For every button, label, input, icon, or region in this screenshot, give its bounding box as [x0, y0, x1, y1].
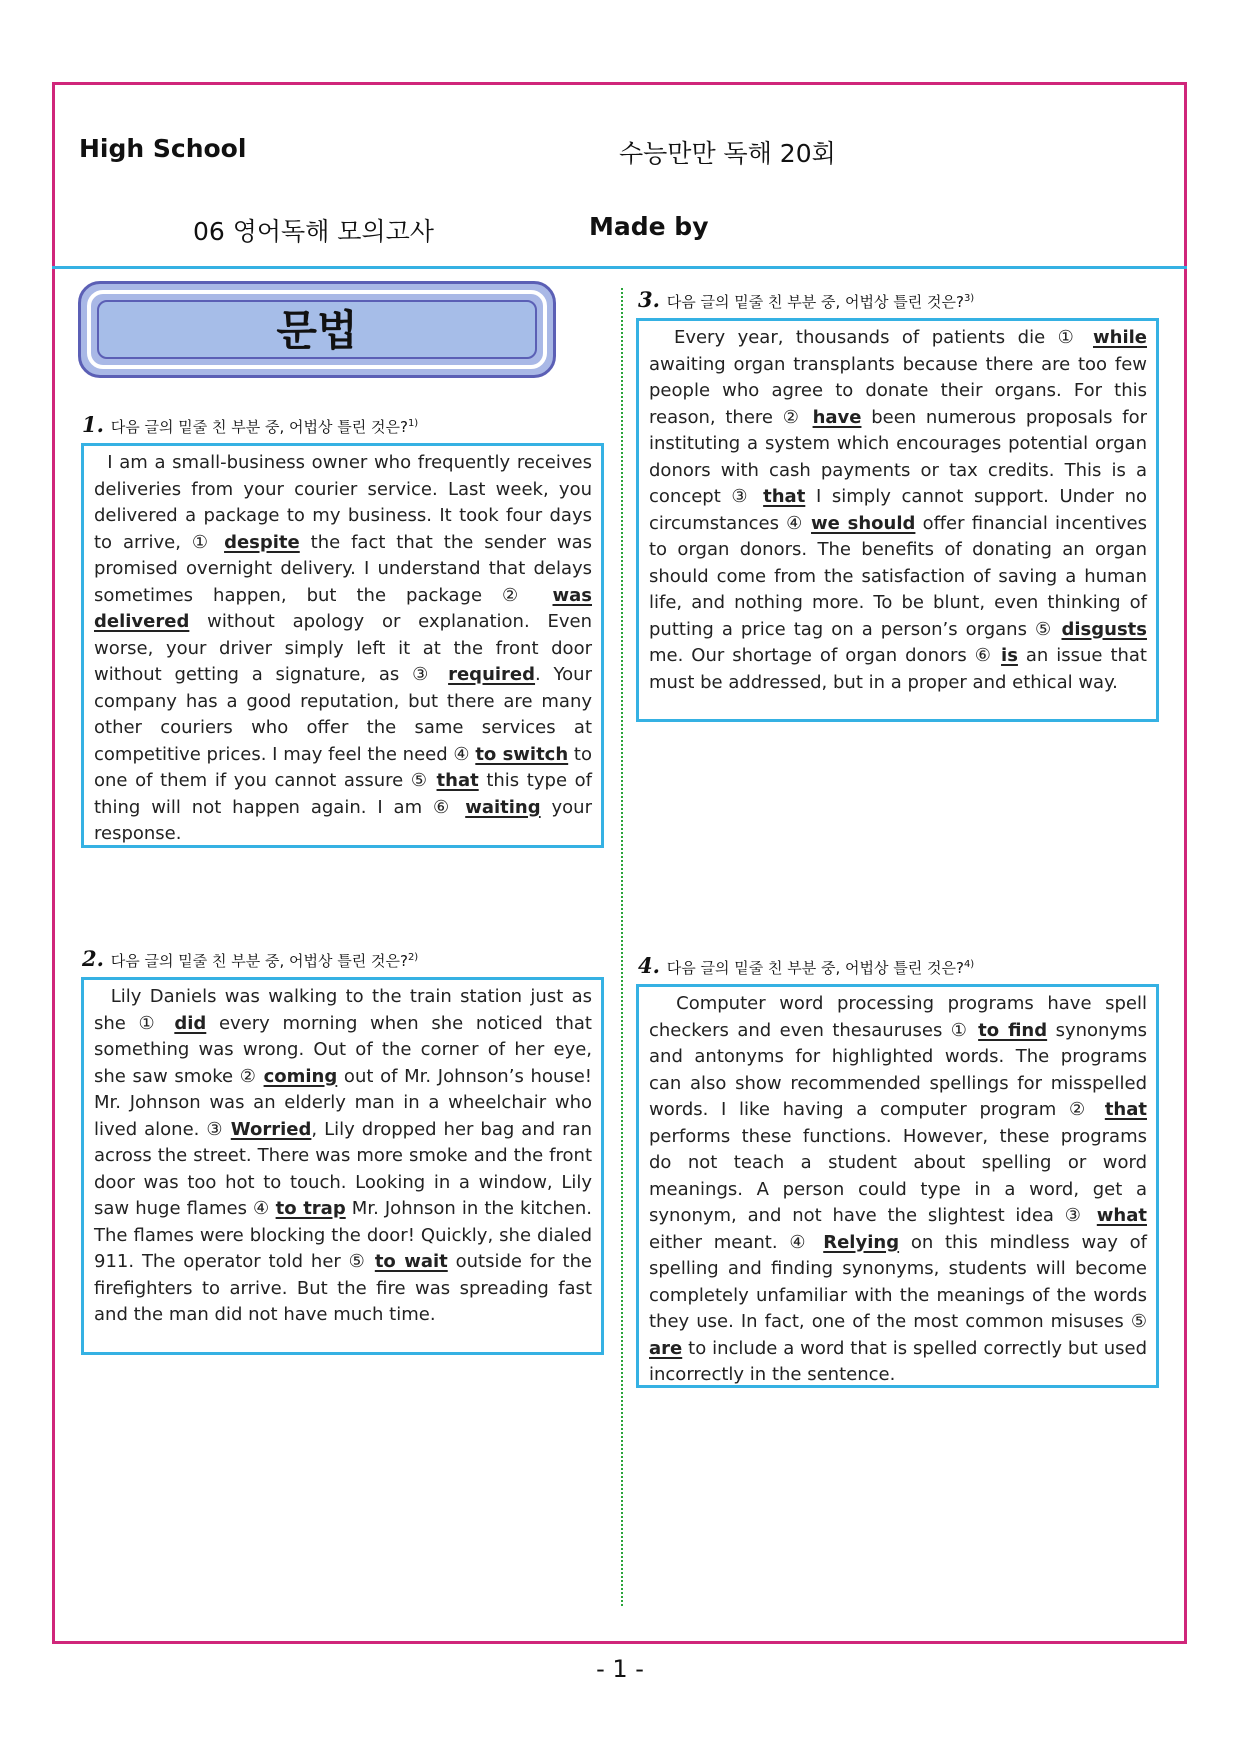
footnote-mark: 3)	[963, 293, 975, 304]
underlined-choice-5: that	[436, 770, 479, 791]
underlined-choice-4: Relying	[823, 1231, 900, 1253]
question-number: 2.	[82, 946, 104, 971]
series-label: 수능만만 독해 20회	[619, 139, 836, 168]
underlined-choice-3: what	[1096, 1205, 1147, 1226]
question-text: 다음 글의 밑줄 친 부분 중, 어법상 틀린 것은?	[110, 418, 408, 436]
question-1-passage: I am a small-business owner who frequently receives deliveries from your courier service. Last week, you delivered a package to my business. It took four days to arrive, ① despite the fact that the sender was promised overnight delivery. I understand that delays sometimes happen, but the package ② was delivered without apology or explanation. Even worse, your driver simply left it at the front door without getting a signature, as ③ required. Your company has a good reputation, but there are many other couriers who offer the same services at competitive prices. I may feel the need ④ to switch to one of them if you cannot assure ⑤ that this type of thing will not happen again. I am ⑥ waiting your response.	[81, 443, 604, 848]
underlined-choice-3: Worried	[230, 1118, 312, 1140]
underlined-choice-5: disgusts	[1061, 618, 1147, 640]
made-by-label: Made by	[589, 212, 709, 241]
exam-title: 06 영어독해 모의고사	[193, 217, 434, 246]
underlined-choice-1: did	[174, 1012, 207, 1034]
footnote-mark: 4)	[963, 959, 975, 970]
footnote-mark: 1)	[407, 418, 419, 429]
question-3-prompt	[638, 287, 974, 312]
column-divider	[621, 288, 623, 1606]
section-badge	[78, 281, 556, 378]
underlined-choice-4: to switch	[475, 743, 569, 765]
question-4-prompt	[638, 953, 974, 978]
question-1-prompt	[82, 412, 418, 437]
underlined-choice-6: is	[1001, 645, 1018, 666]
underlined-choice-1: to find	[978, 1019, 1048, 1041]
page-number: - 1 -	[596, 1655, 644, 1683]
question-2-passage: Lily Daniels was walking to the train station just as she ① did every morning when she noticed that something was wrong. Out of the corner of her eye, she saw smoke ② coming out of Mr. Johnson’s house! Mr. Johnson was an elderly man in a wheelchair who lived alone. ③ Worried, Lily dropped her bag and ran across the street. There was more smoke and the front door was too hot to touch. Looking in a window, Lily saw huge flames ④ to trap Mr. Johnson in the kitchen. The flames were blocking the door! Quickly, she dialed 911. The operator told her ⑤ to wait outside for the firefighters to arrive. But the fire was spreading fast and the man did not have much time.	[81, 977, 604, 1355]
underlined-choice-2: coming	[263, 1065, 338, 1087]
underlined-choice-1: despite	[224, 531, 300, 553]
school-label: High School	[79, 134, 247, 163]
question-number: 1.	[82, 412, 104, 437]
question-text: 다음 글의 밑줄 친 부분 중, 어법상 틀린 것은?	[666, 293, 964, 311]
question-2-prompt	[82, 946, 418, 971]
header-divider	[52, 266, 1187, 269]
underlined-choice-5: are	[649, 1337, 683, 1359]
section-title: 문법	[276, 306, 358, 355]
underlined-choice-4: we should	[811, 512, 916, 534]
question-4-passage: Computer word processing programs have spell checkers and even thesauruses ① to find synonyms and antonyms for highlighted words. The programs can also show recommended spellings for misspelled words. I like having a computer program ② that performs these functions. However, these programs do not teach a student about spelling or word meanings. A person could type in a word, get a synonym, and not have the slightest idea ③ what either meant. ④ Relying on this mindless way of spelling and finding synonyms, students will become completely unfamiliar with the meanings of the words they use. In fact, one of the most common misuses ⑤ are to include a word that is spelled correctly but used incorrectly in the sentence.	[636, 984, 1159, 1388]
question-text: 다음 글의 밑줄 친 부분 중, 어법상 틀린 것은?	[666, 959, 964, 977]
question-3-passage: Every year, thousands of patients die ① while awaiting organ transplants because there are too few people who agree to donate their organs. For this reason, there ② have been numerous proposals for instituting a system which encourages potential organ donors with cash payments or tax credits. This is a concept ③ that I simply cannot support. Under no circumstances ④ we should offer financial incentives to organ donors. The benefits of donating an organ should come from the satisfaction of saving a human life, and nothing more. To be blunt, even thinking of putting a price tag on a person’s organs ⑤ disgusts me. Our shortage of organ donors ⑥ is an issue that must be addressed, but in a proper and ethical way.	[636, 318, 1159, 722]
question-number: 3.	[638, 287, 660, 312]
underlined-choice-2: was delivered	[94, 584, 592, 632]
underlined-choice-3: that	[763, 486, 806, 507]
underlined-choice-5: to wait	[374, 1251, 448, 1272]
question-number: 4.	[638, 953, 660, 978]
underlined-choice-4: to trap	[275, 1198, 346, 1219]
underlined-choice-1: while	[1093, 327, 1147, 348]
underlined-choice-2: that	[1104, 1099, 1147, 1120]
underlined-choice-3: required	[448, 664, 536, 685]
underlined-choice-2: have	[812, 406, 862, 428]
question-text: 다음 글의 밑줄 친 부분 중, 어법상 틀린 것은?	[110, 952, 408, 970]
underlined-choice-6: waiting	[465, 796, 541, 818]
footnote-mark: 2)	[407, 952, 419, 963]
